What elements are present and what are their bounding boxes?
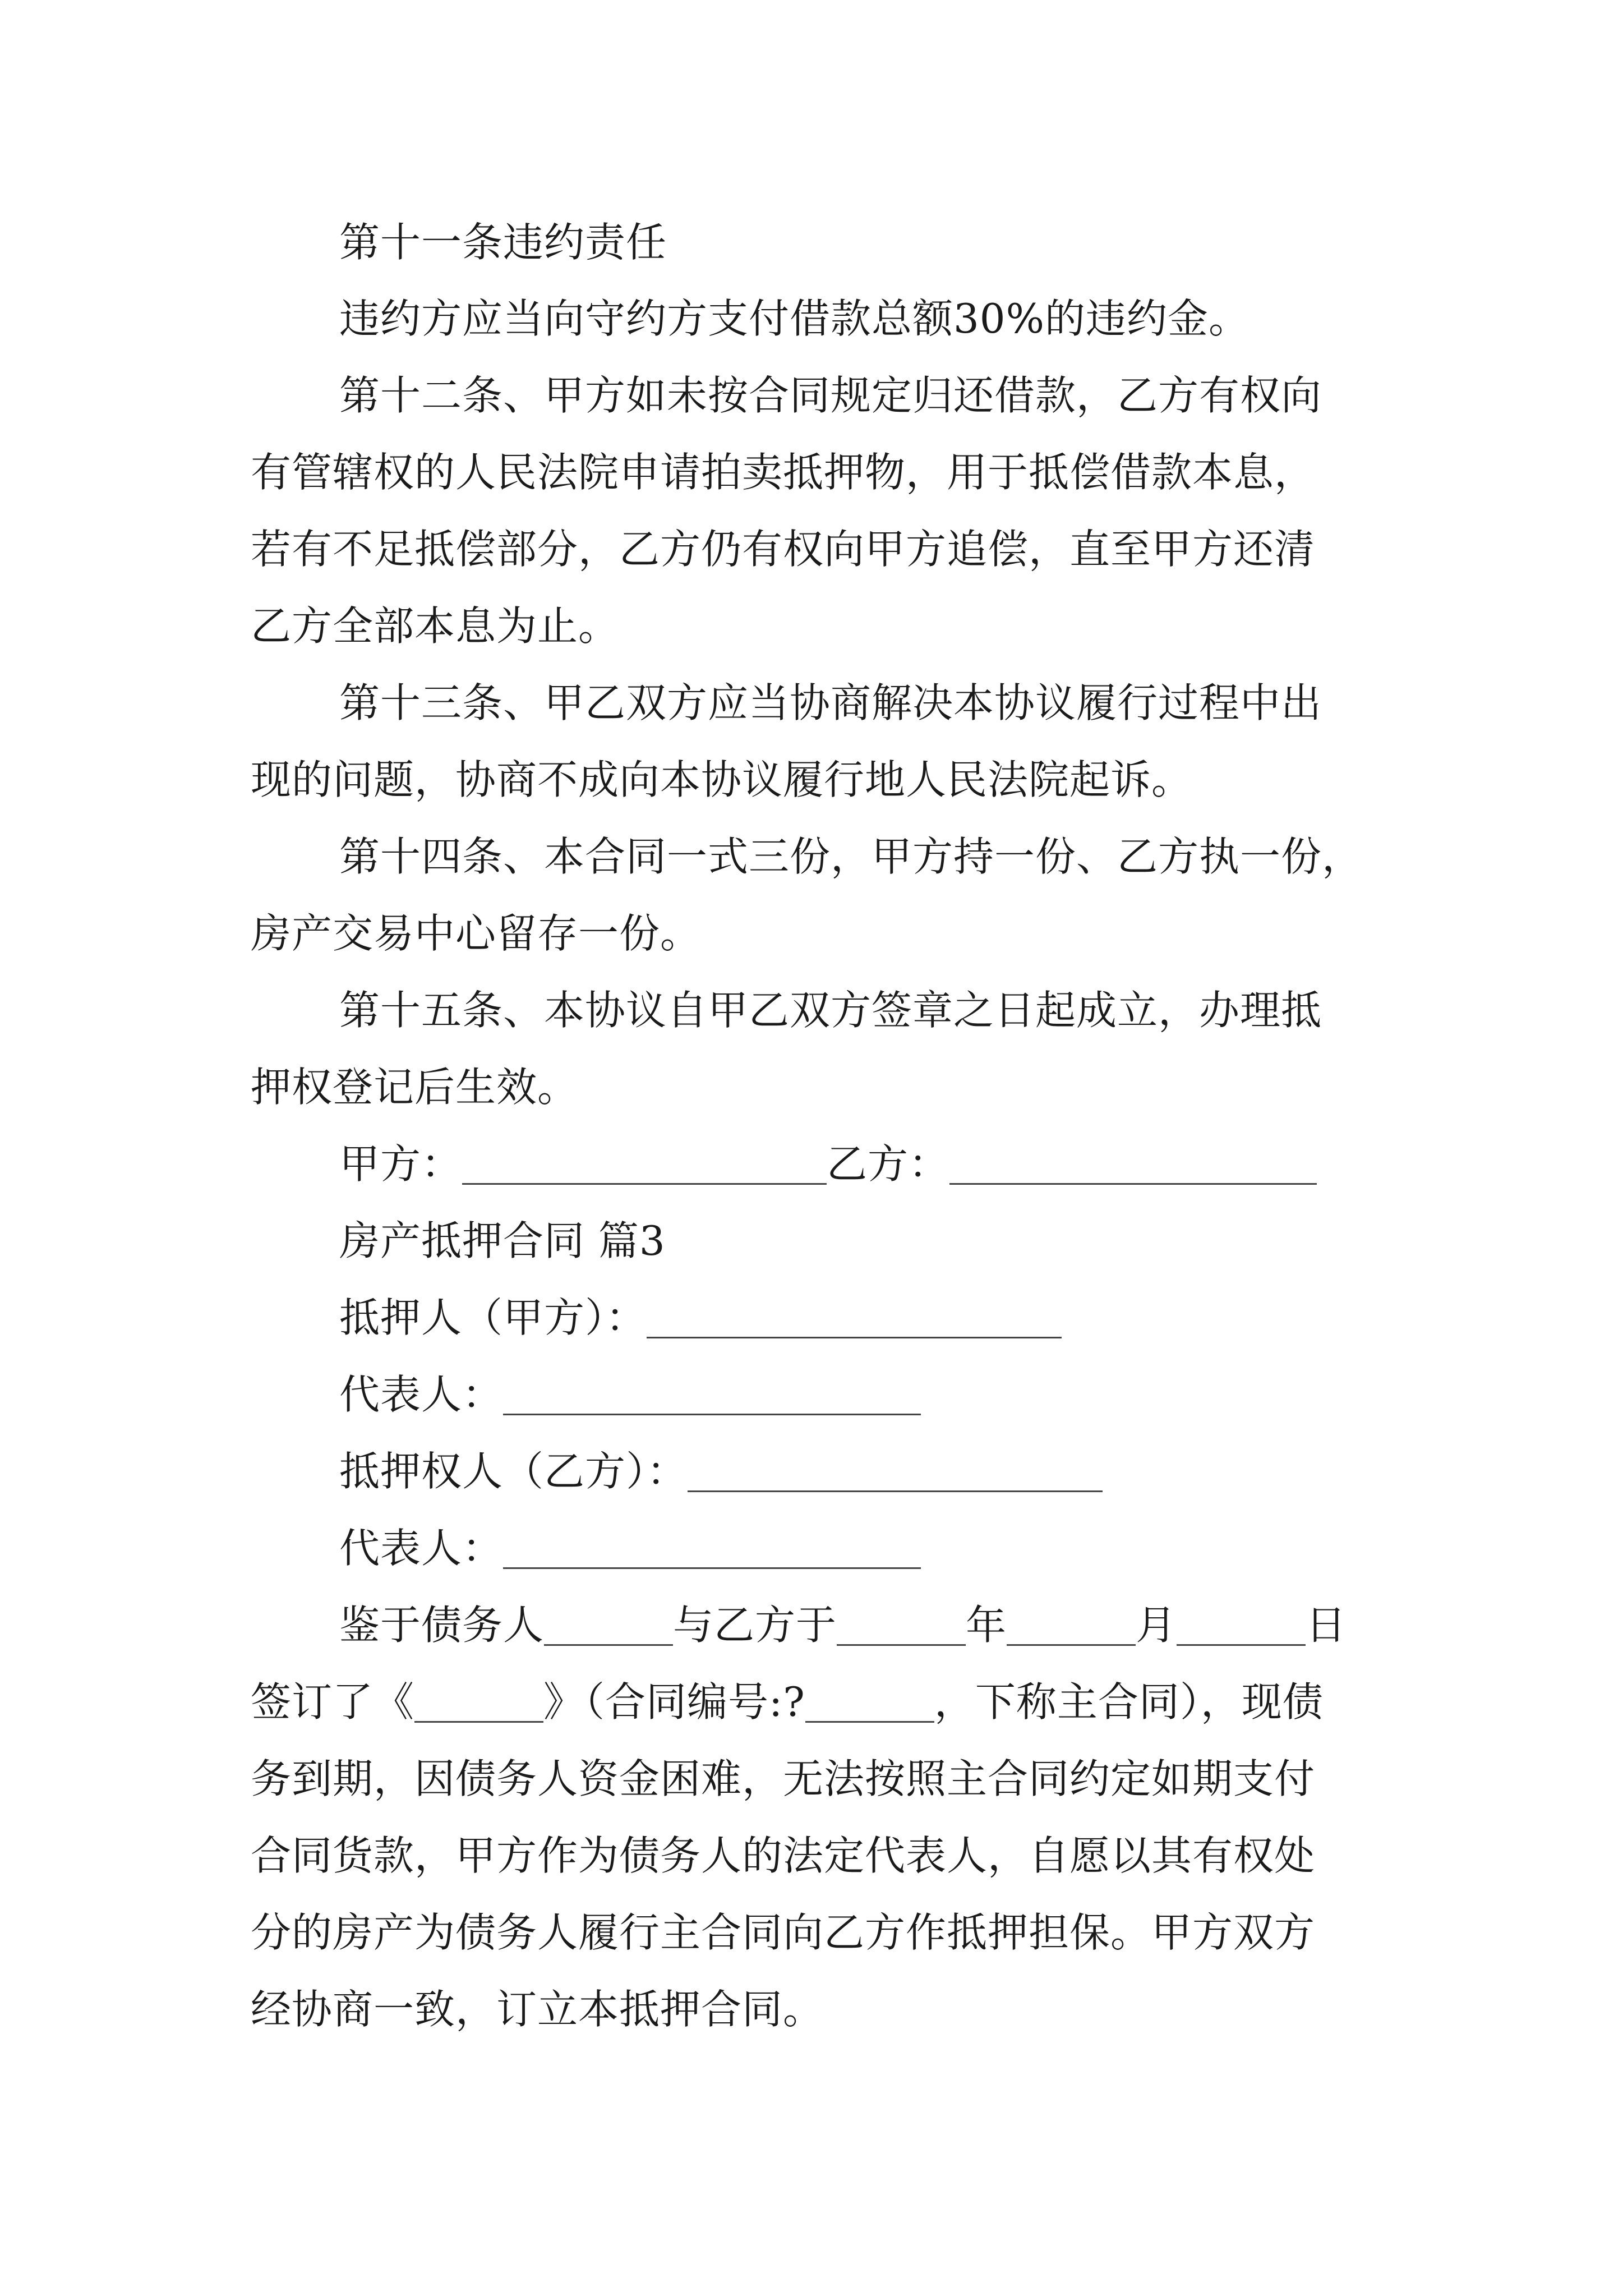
mortgagor-label: 抵押人（甲方）： (339, 1294, 647, 1341)
recital-line-2 (251, 1663, 1623, 1741)
representative-field-1 (339, 1355, 1623, 1434)
recital-line-1 (339, 1586, 1623, 1664)
month-blank (1007, 1611, 1136, 1646)
section-title: 房产抵押合同 篇3 (339, 1217, 666, 1264)
mortgagor-blank (647, 1303, 1062, 1338)
mortgagor-field (339, 1278, 1623, 1357)
recital-line-6: 经协商一致，订立本抵押合同。 (251, 1986, 824, 2033)
article-12-line-4: 乙方全部本息为止。 (251, 602, 620, 650)
contract-number-blank (805, 1687, 934, 1723)
recital-line-5: 分的房产为债务人履行主合同向乙方作抵押担保。甲方双方 (251, 1909, 1316, 1956)
contract-name-blank (414, 1687, 543, 1723)
recital-text-8: ，下称主合同），现债 (934, 1678, 1324, 1726)
article-11-heading: 第十一条违约责任 (339, 219, 667, 266)
party-a-blank (462, 1149, 827, 1185)
article-12-line-3: 若有不足抵偿部分，乙方仍有权向甲方追偿，直至甲方还清 (251, 526, 1316, 573)
signature-line (339, 1125, 1623, 1203)
recital-text-2: 与乙方于 (673, 1602, 837, 1649)
article-14-line-1: 第十四条、本合同一式三份，甲方持一份、乙方执一份， (339, 833, 1363, 880)
article-15-line-1: 第十五条、本协议自甲乙双方签章之日起成立，办理抵 (339, 987, 1322, 1034)
article-13-line-1: 第十三条、甲乙双方应当协商解决本协议履行过程中出 (339, 679, 1322, 726)
representative-label-1: 代表人： (339, 1371, 504, 1418)
article-12-line-2: 有管辖权的人民法院申请拍卖抵押物，用于抵偿借款本息， (251, 449, 1316, 496)
year-blank (837, 1611, 966, 1646)
mortgagee-blank (688, 1457, 1103, 1492)
mortgagee-label: 抵押权人（乙方）： (339, 1448, 688, 1495)
debtor-blank (544, 1611, 673, 1646)
recital-line-3: 务到期，因债务人资金困难，无法按照主合同约定如期支付 (251, 1755, 1316, 1802)
representative-blank-1 (503, 1380, 921, 1415)
representative-blank-2 (503, 1534, 921, 1569)
recital-line-4: 合同货款，甲方作为债务人的法定代表人，自愿以其有权处 (251, 1832, 1316, 1879)
recital-text-1: 鉴于债务人 (339, 1602, 545, 1649)
recital-text-7: 》（合同编号:? (543, 1678, 805, 1726)
recital-text-3: 年 (966, 1602, 1007, 1649)
day-blank (1177, 1611, 1306, 1646)
party-a-label: 甲方： (339, 1140, 463, 1188)
party-b-label: 乙方： (827, 1140, 950, 1188)
representative-field-2 (339, 1509, 1623, 1588)
article-15-line-2: 押权登记后生效。 (251, 1064, 579, 1111)
article-14-line-2: 房产交易中心留存一份。 (251, 910, 702, 957)
mortgagee-field (339, 1432, 1623, 1511)
recital-text-4: 月 (1136, 1602, 1177, 1649)
article-11-text: 违约方应当向守约方支付借款总额30%的违约金。 (339, 295, 1250, 342)
recital-text-6: 签订了《 (251, 1678, 415, 1726)
article-13-line-2: 现的问题，协商不成向本协议履行地人民法院起诉。 (251, 756, 1193, 803)
representative-label-2: 代表人： (339, 1525, 504, 1572)
article-12-line-1: 第十二条、甲方如未按合同规定归还借款，乙方有权向 (339, 372, 1322, 419)
party-b-blank (949, 1149, 1317, 1185)
recital-text-5: 日 (1306, 1602, 1347, 1649)
